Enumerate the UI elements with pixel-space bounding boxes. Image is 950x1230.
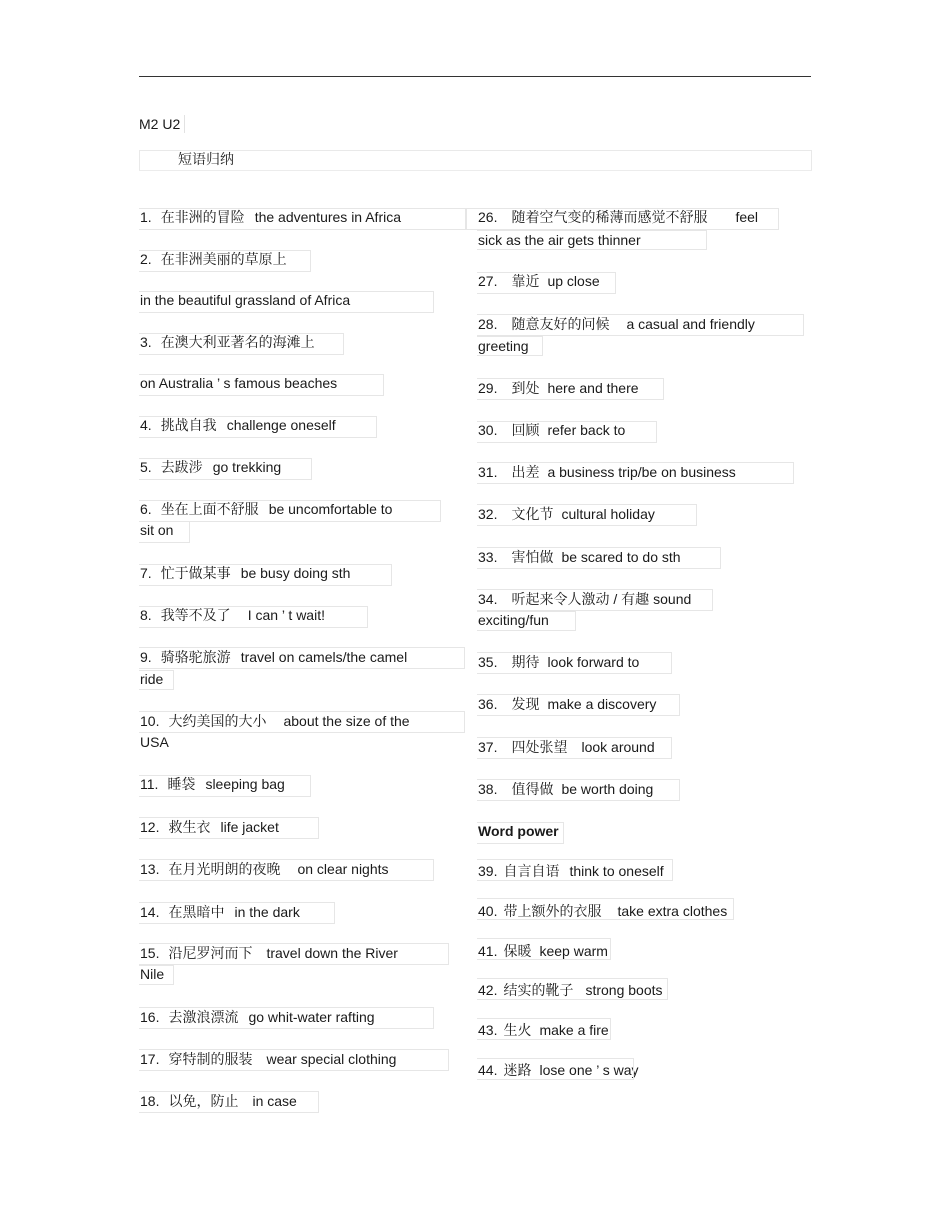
list-item-continuation: Nile [140, 966, 165, 982]
list-item: 14. 在黑暗中 in the dark [140, 904, 300, 920]
list-item: 16. 去激浪漂流 go whit-water rafting [140, 1009, 375, 1025]
list-item: 30. 回顾 refer back to [478, 422, 626, 438]
unit-title: M2 U2 [139, 115, 185, 133]
list-item: 42. 结实的靴子 strong boots [478, 982, 663, 998]
list-item: 10. 大约美国的大小 about the size of the [140, 713, 410, 729]
list-item: 13. 在月光明朗的夜晚 on clear nights [140, 861, 389, 877]
list-item-continuation: sick as the air gets thinner [478, 232, 641, 248]
list-item: 37. 四处张望 look around [478, 739, 655, 755]
list-item-continuation: ride [140, 671, 164, 687]
list-item: 41. 保暖 keep warm [478, 943, 608, 959]
list-item: 7. 忙于做某事 be busy doing sth [140, 565, 351, 581]
list-item-continuation: exciting/fun [478, 612, 549, 628]
list-item-continuation: USA [140, 734, 169, 750]
list-item: 43. 生火 make a fire [478, 1022, 609, 1038]
list-item: 34. 听起来令人激动 / 有趣 sound [478, 591, 692, 607]
list-item: 18. 以免，防止 in case [140, 1093, 297, 1109]
list-item: 44. 迷路 lose one ’ s way [478, 1062, 639, 1078]
list-item-continuation: sit on [140, 522, 174, 538]
list-item: 6. 坐在上面不舒服 be uncomfortable to [140, 501, 393, 517]
list-item: 39. 自言自语 think to oneself [478, 863, 664, 879]
list-item: 1. 在非洲的冒险 the adventures in Africa [140, 209, 401, 225]
list-item: 29. 到处 here and there [478, 380, 639, 396]
list-item: 15. 沿尼罗河而下 travel down the River [140, 945, 398, 961]
list-item: 33. 害怕做 be scared to do sth [478, 549, 681, 565]
list-item: 4. 挑战自我 challenge oneself [140, 417, 336, 433]
word-power-heading: Word power [478, 823, 559, 839]
list-item: 2. 在非洲美丽的草原上 [140, 251, 287, 267]
list-item: 9. 骑骆驼旅游 travel on camels/the camel [140, 649, 408, 665]
list-item: 26. 随着空气变的稀薄而感觉不舒服 feel [478, 209, 759, 225]
list-item: 28. 随意友好的问候 a casual and friendly [478, 316, 755, 332]
list-item: on Australia ’ s famous beaches [140, 375, 338, 391]
list-item: 27. 靠近 up close [478, 273, 600, 289]
list-item: 5. 去跋涉 go trekking [140, 459, 282, 475]
list-item: 32. 文化节 cultural holiday [478, 506, 655, 522]
header-rule [139, 76, 811, 77]
list-item-continuation: greeting [478, 338, 529, 354]
list-item: 31. 出差 a business trip/be on business [478, 464, 736, 480]
list-item: 40. 带上额外的衣服 take extra clothes [478, 903, 728, 919]
list-item: in the beautiful grassland of Africa [140, 292, 351, 308]
list-item: 11. 睡袋 sleeping bag [140, 776, 285, 792]
list-item: 38. 值得做 be worth doing [478, 781, 654, 797]
section-title: 短语归纳 [178, 151, 234, 167]
list-item: 12. 救生衣 life jacket [140, 819, 279, 835]
list-item: 17. 穿特制的服装 wear special clothing [140, 1051, 397, 1067]
list-item: 3. 在澳大利亚著名的海滩上 [140, 334, 315, 350]
list-item: 36. 发现 make a discovery [478, 696, 657, 712]
list-item: 8. 我等不及了 I can ’ t wait! [140, 607, 325, 623]
section-heading-box [139, 150, 812, 171]
list-item: 35. 期待 look forward to [478, 654, 640, 670]
